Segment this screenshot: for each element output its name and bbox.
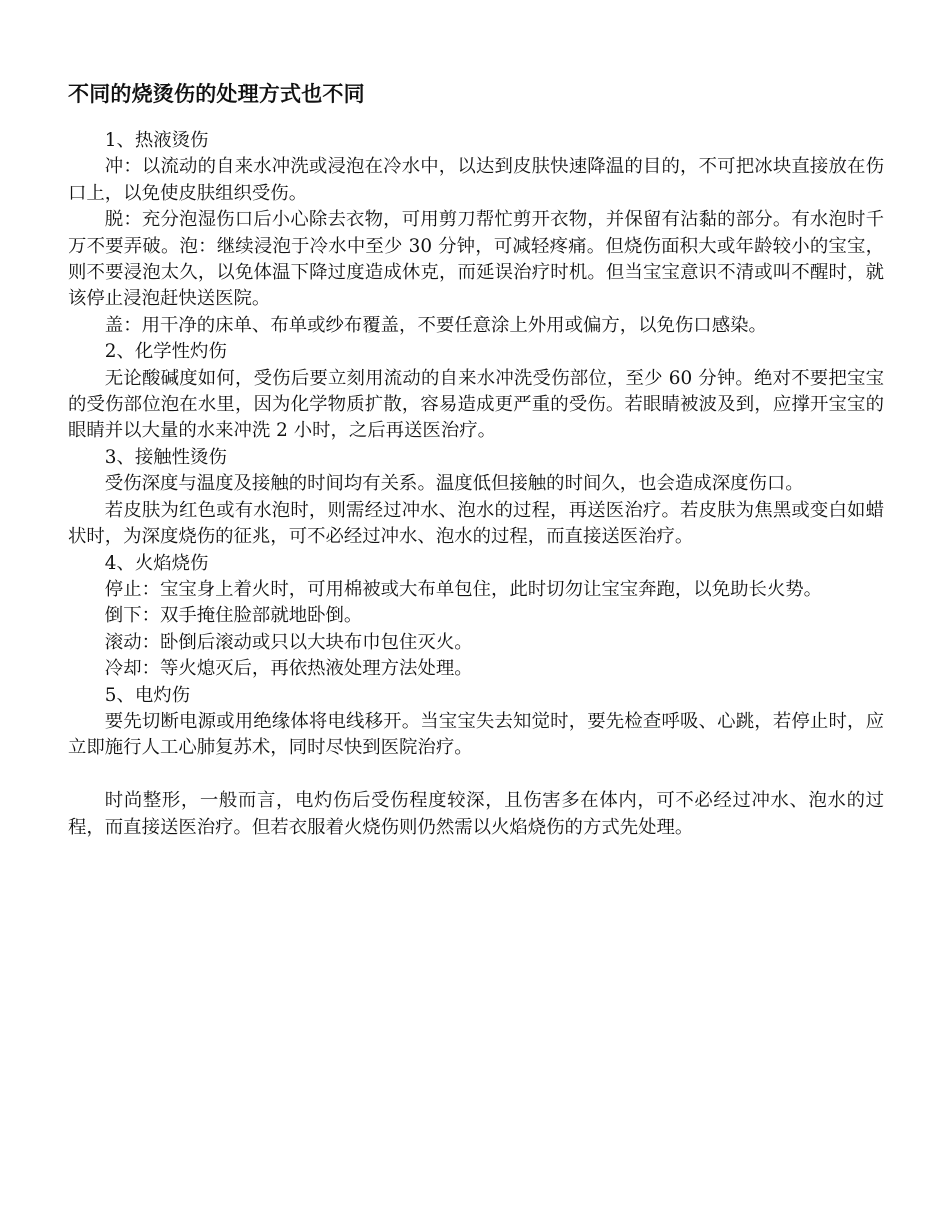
document-page: [68, 80, 884, 841]
section-heading-contact: 3、接触性烫伤: [104, 446, 227, 468]
document-title: 不同的烧烫伤的处理方式也不同: [68, 82, 365, 106]
section-heading-chemical: 2、化学性灼伤: [104, 341, 227, 363]
paragraph-spacer: [68, 762, 884, 788]
paragraph-drop: 倒下：双手掩住脸部就地卧倒。: [104, 605, 363, 627]
section-heading-hot-liquid: 1、热液烫伤: [104, 130, 209, 151]
paragraph-contact-treatment: 若皮肤为红色或有水泡时，则需经过冲水、泡水的过程，再送医治疗。若皮肤为焦黑或变白如蜡状时，为深度烧伤的征兆，可不必经过冲水、泡水的过程，而直接送医治疗。: [68, 499, 884, 548]
paragraph-rinse: 冲：以流动的自来水冲洗或浸泡在冷水中，以达到皮肤快速降温的目的，不可把冰块直接放在伤口上，以免使皮肤组织受伤。: [68, 156, 884, 204]
paragraph-closing: 时尚整形，一般而言，电灼伤后受伤程度较深，且伤害多在体内，可不必经过冲水、泡水的过程，而直接送医治疗。但若衣服着火烧伤则仍然需以火焰烧伤的方式先处理。: [68, 790, 884, 838]
section-heading-flame: 4、火焰烧伤: [104, 552, 209, 574]
paragraph-remove-soak: 脱：充分泡湿伤口后小心除去衣物，可用剪刀帮忙剪开衣物，并保留有沾黏的部分。有水泡时千万不要弄破。泡：继续浸泡于冷水中至少 30 分钟，可减轻疼痛。但烧伤面积大或年龄较小的宝宝，则不要浸泡太久，以免体温下降过度造成休克，而延误治疗时机。但当宝宝意识不清或叫不醒时，就该停止浸泡赶快送医院。: [68, 209, 884, 310]
paragraph-electric: 要先切断电源或用绝缘体将电线移开。当宝宝失去知觉时，要先检查呼吸、心跳，若停止时，应立即施行人工心肺复苏术，同时尽快到医院治疗。: [68, 710, 884, 759]
paragraph-stop: 停止：宝宝身上着火时，可用棉被或大布单包住，此时切勿让宝宝奔跑，以免助长火势。: [104, 578, 823, 600]
paragraph-roll: 滚动：卧倒后滚动或只以大块布巾包住灭火。: [104, 631, 473, 653]
paragraph-contact-depth: 受伤深度与温度及接触的时间均有关系。温度低但接触的时间久，也会造成深度伤口。: [104, 473, 804, 495]
paragraph-cover: 盖：用干净的床单、布单或纱布覆盖，不要任意涂上外用或偏方，以免伤口感染。: [104, 314, 767, 336]
section-heading-electric: 5、电灼伤: [104, 684, 191, 706]
paragraph-chemical: 无论酸碱度如何，受伤后要立刻用流动的自来水冲洗受伤部位，至少 60 分钟。绝对不要把宝宝的受伤部位泡在水里，因为化学物质扩散，容易造成更严重的受伤。若眼睛被波及到，应撑开宝宝的眼睛并以大量的水来冲洗 2 小时，之后再送医治疗。: [68, 367, 884, 442]
paragraph-cool: 冷却：等火熄灭后，再依热液处理方法处理。: [104, 658, 473, 680]
